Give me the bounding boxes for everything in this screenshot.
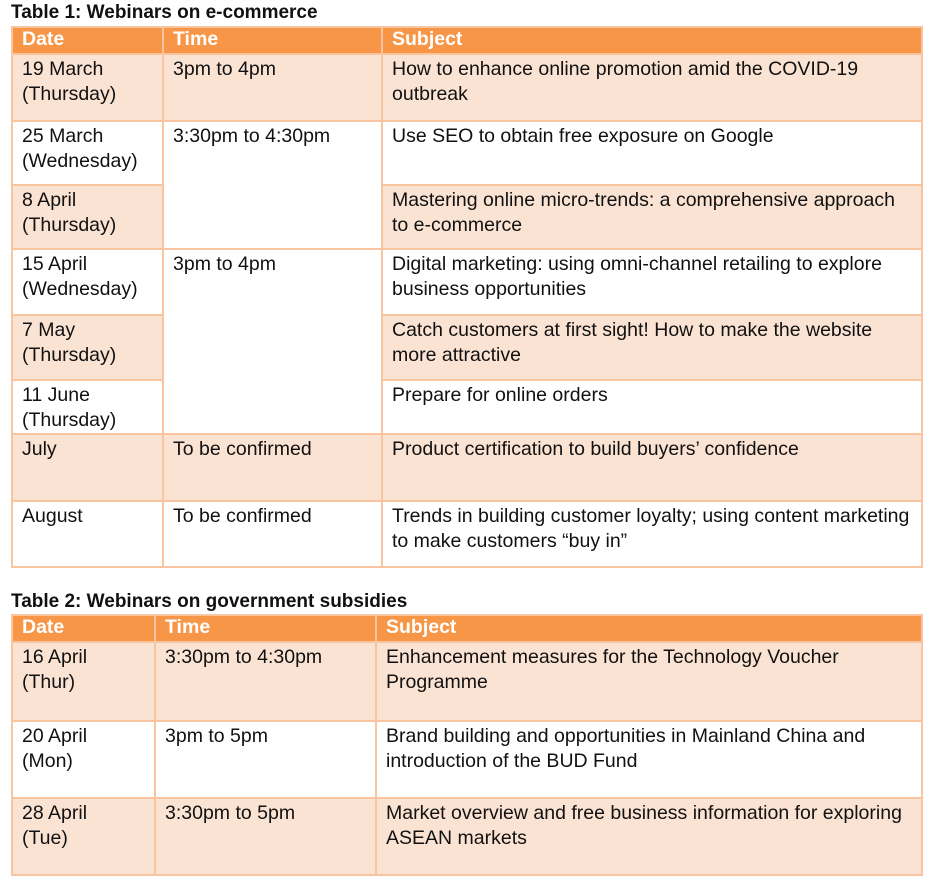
table-row (12, 380, 922, 434)
subject-cell: Prepare for online orders (382, 380, 922, 434)
table-row (12, 185, 922, 249)
column-header-subject: Subject (382, 27, 922, 54)
table2-caption: Table 2: Webinars on government subsidies (11, 591, 408, 612)
date-day: 19 March (22, 58, 104, 80)
column-header-time: Time (163, 27, 382, 54)
subject-cell: Market overview and free business information for exploring ASEAN markets (376, 798, 922, 875)
table-row (12, 798, 922, 875)
date-cell: July (12, 434, 163, 501)
date-cell (12, 721, 155, 798)
subject-cell: Trends in building customer loyalty; using content marketing to make customers “buy in” (382, 501, 922, 567)
time-cell: 3pm to 4pm (163, 54, 382, 121)
date-weekday: (Thursday) (22, 214, 117, 236)
date-day: 11 June (22, 384, 90, 406)
table-row (12, 434, 922, 501)
date-cell (12, 642, 155, 721)
date-day: 15 April (22, 253, 88, 275)
subject-cell: Digital marketing: using omni-channel retailing to explore business opportunities (382, 249, 922, 315)
table-webinars-subsidies (11, 614, 923, 876)
column-header-subject: Subject (376, 615, 922, 642)
date-day: 28 April (22, 802, 88, 824)
time-cell: To be confirmed (163, 434, 382, 501)
date-weekday: (Wednesday) (22, 150, 138, 172)
date-day: 8 April (22, 189, 77, 211)
date-weekday: (Thur) (22, 671, 76, 693)
table-header-row (12, 27, 922, 54)
time-cell: 3:30pm to 4:30pm (155, 642, 376, 721)
table1-caption: Table 1: Webinars on e-commerce (11, 2, 318, 23)
table-row (12, 721, 922, 798)
table-row (12, 642, 922, 721)
date-cell (12, 315, 163, 380)
column-header-date: Date (12, 615, 155, 642)
date-weekday: (Thursday) (22, 409, 117, 431)
date-weekday: (Thursday) (22, 344, 117, 366)
date-day: 7 May (22, 319, 76, 341)
date-cell (12, 121, 163, 185)
date-cell (12, 380, 163, 434)
subject-cell: Product certification to build buyers’ confidence (382, 434, 922, 501)
date-cell (12, 185, 163, 249)
date-cell (12, 249, 163, 315)
table-row (12, 121, 922, 185)
table-row (12, 501, 922, 567)
date-weekday: (Tue) (22, 827, 68, 849)
date-day: 25 March (22, 125, 104, 147)
subject-cell: Brand building and opportunities in Mainland China and introduction of the BUD Fund (376, 721, 922, 798)
date-cell (12, 798, 155, 875)
date-day: 16 April (22, 646, 88, 668)
subject-cell: Use SEO to obtain free exposure on Google (382, 121, 922, 185)
date-weekday: (Wednesday) (22, 278, 138, 300)
time-cell: To be confirmed (163, 501, 382, 567)
date-weekday: (Mon) (22, 750, 73, 772)
time-cell: 3pm to 4pm (163, 249, 382, 434)
date-cell: August (12, 501, 163, 567)
subject-cell: Catch customers at first sight! How to make the website more attractive (382, 315, 922, 380)
table-row (12, 249, 922, 315)
table-row (12, 54, 922, 121)
time-cell: 3:30pm to 4:30pm (163, 121, 382, 249)
subject-cell: Mastering online micro-trends: a comprehensive approach to e-commerce (382, 185, 922, 249)
table-row (12, 315, 922, 380)
time-cell: 3:30pm to 5pm (155, 798, 376, 875)
table-webinars-ecommerce (11, 26, 923, 568)
table-header-row (12, 615, 922, 642)
subject-cell: How to enhance online promotion amid the COVID-19 outbreak (382, 54, 922, 121)
date-cell (12, 54, 163, 121)
column-header-time: Time (155, 615, 376, 642)
date-day: 20 April (22, 725, 88, 747)
subject-cell: Enhancement measures for the Technology Voucher Programme (376, 642, 922, 721)
date-weekday: (Thursday) (22, 83, 117, 105)
time-cell: 3pm to 5pm (155, 721, 376, 798)
column-header-date: Date (12, 27, 163, 54)
